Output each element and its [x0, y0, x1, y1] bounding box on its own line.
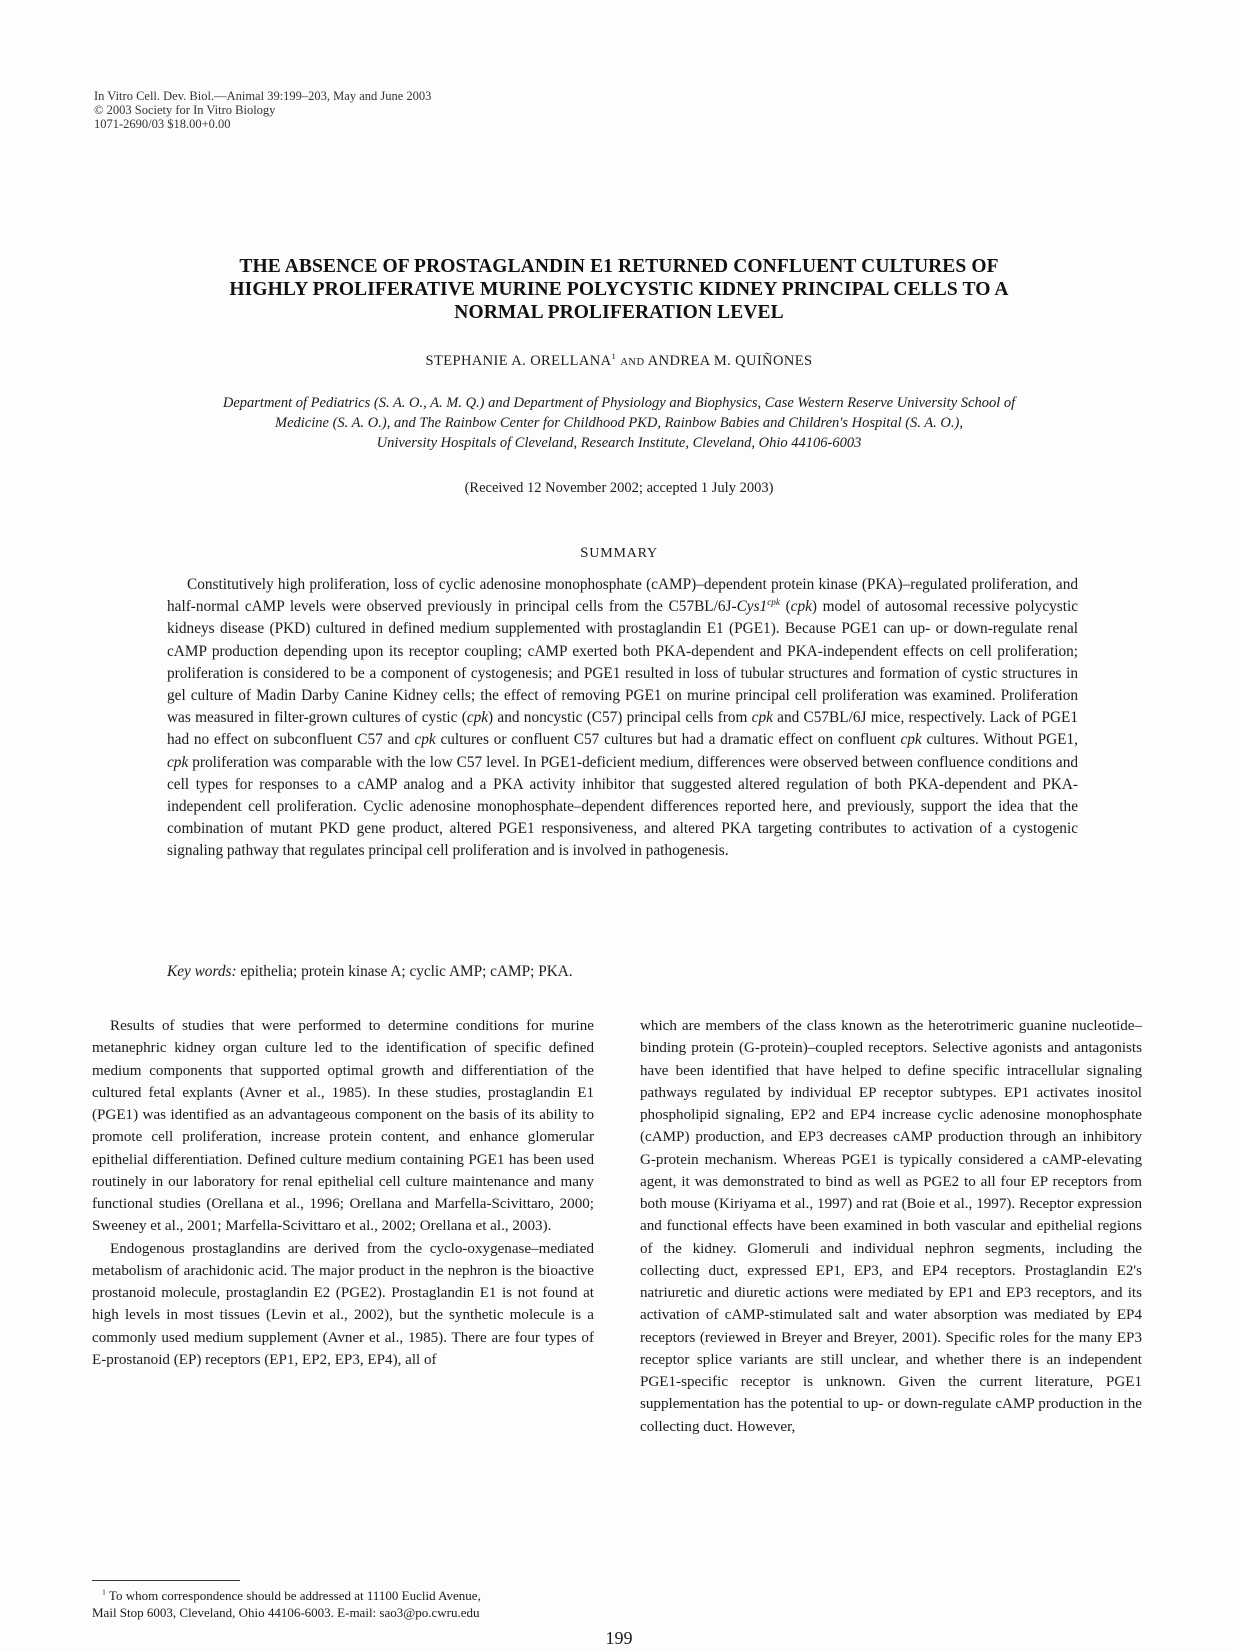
footnote-divider [92, 1580, 240, 1581]
author-1-footnote-mark: 1 [611, 351, 617, 362]
cpk-term: cpk [167, 753, 189, 771]
keywords-text: epithelia; protein kinase A; cyclic AMP; cAMP; PKA. [236, 963, 573, 980]
body-paragraph: Results of studies that were performed to determine conditions for murine metanephric kidney organ culture led to the identification of specific defined medium components that supported optimal growth and differentiation of the cultured fetal explants (Avner et al., 1985). In these studies, prostaglandin E1 (PGE1) was identified as an advantageous component on the basis of its ability to promote cell proliferation, increase protein content, and enhance glomerular epithelial differentiation. Defined culture medium containing PGE1 has been used routinely in our laboratory for renal epithelial cell culture maintenance and many functional studies (Orellana et al., 1996; Orellana and Marfella-Scivittaro, 2000; Sweeney et al., 2001; Marfella-Scivittaro et al., 2002; Orellana et al., 2003). [92, 1018, 594, 1235]
journal-header [94, 89, 614, 131]
cpk-term: cpk [751, 709, 773, 727]
cpk-term: cpk [900, 731, 922, 749]
author-1: STEPHANIE A. ORELLANA [425, 353, 612, 369]
journal-citation: In Vitro Cell. Dev. Biol.—Animal 39:199–203, May and June 2003 [94, 89, 432, 103]
received-dates: (Received 12 November 2002; accepted 1 July 2003) [464, 480, 774, 496]
summary-text: ) and noncystic (C57) principal cells from [488, 709, 752, 727]
footnote-mark: 1 [102, 1587, 106, 1597]
affiliation-line-3: University Hospitals of Cleveland, Research Institute, Cleveland, Ohio 44106-6003 [376, 435, 862, 451]
summary-text: Constitutively high proliferation, loss of cyclic adenosine monophosphate (cAMP)–dependent protein kinase (PKA)–regulated proliferation, and half-normal cAMP levels were observed previously in principal cells from the C57BL/6J- [167, 576, 1078, 616]
correspondence-footnote [92, 1587, 594, 1621]
summary-text: cultures or confluent C57 cultures but had a dramatic effect on confluent [435, 731, 901, 749]
keywords [167, 963, 1078, 981]
summary-text: proliferation was comparable with the low C57 level. In PGE1-deficient medium, differences were observed between confluence conditions and cell types for responses to a cAMP analog and a PKA activity inhibitor that suggested altered regulation of both PKA-dependent and PKA-independent cell proliferation. Cyclic adenosine monophosphate–dependent differences reported here, and previously, support the idea that the combination of mutant PKD gene product, altered PGE1 responsiveness, and altered PKA targeting contributes to activation of a cystogenic signaling pathway that regulates principal cell proliferation and is involved in pathogenesis. [167, 753, 1078, 860]
author-conjunction: AND [620, 357, 645, 368]
summary-heading-initial: S [580, 545, 590, 561]
article-title [150, 255, 1088, 324]
summary-text: ( [779, 598, 791, 616]
keywords-label: Key words: [167, 963, 237, 980]
affiliation-line-2: Medicine (S. A. O.), and The Rainbow Center for Childhood PKD, Rainbow Babies and Children's Hospital (S. A. O.), [275, 415, 963, 431]
body-column-right [640, 1015, 1142, 1438]
body-column-left [92, 1015, 594, 1371]
title-line-2: HIGHLY PROLIFERATIVE MURINE POLYCYSTIC KIDNEY PRINCIPAL CELLS TO A [229, 279, 1009, 300]
summary-text: and C57BL/6J mice, respectively. Lack of PGE1 had no effect on subconfluent C57 and [167, 709, 1078, 749]
summary-abstract [167, 574, 1078, 863]
affiliation-line-1: Department of Pediatrics (S. A. O., A. M. Q.) and Department of Physiology and Biophysics, Case Western Reserve University School of [222, 395, 1016, 411]
summary-paragraph [167, 574, 1078, 863]
body-paragraph: which are members of the class known as the heterotrimeric guanine nucleotide–binding protein (G-protein)–coupled receptors. Selective agonists and antagonists have been identified that have helped to define specific intracellular signaling pathways regulated by individual EP receptor subtypes. EP1 activates inositol phospholipid signaling, EP2 and EP4 increase cyclic adenosine monophosphate (cAMP) production, and EP3 decreases cAMP production through an inhibitory G-protein mechanism. Whereas PGE1 is typically considered a cAMP-elevating agent, it was demonstrated to bind as well as PGE2 to all four EP receptors from both mouse (Kiriyama et al., 1997) and rat (Boie et al., 1997). Receptor expression and functional effects have been examined in both vascular and epithelial regions of the kidney. Glomeruli and individual nephron segments, including the collecting duct, expressed EP1, EP3, and EP4 receptors. Prostaglandin E2's natriuretic and diuretic actions were mediated by EP1 and EP3 receptors, and its activation of cAMP-stimulated salt and water absorption was mediated by EP4 receptors (reviewed in Breyer and Breyer, 2001). Specific roles for the many EP3 receptor splice variants are still unclear, and whether there is an independent PGE1-specific receptor is unknown. Given the current literature, PGE1 supplementation has the potential to up- or down-regulate cAMP production in the collecting duct. However, [640, 1018, 1142, 1435]
allele-superscript: cpk [767, 597, 780, 608]
summary-text: cultures. Without PGE1, [921, 731, 1078, 749]
summary-heading [150, 545, 1088, 562]
body-paragraph: Endogenous prostaglandins are derived from the cyclo-oxygenase–mediated metabolism of arachidonic acid. The major product in the nephron is the bioactive prostanoid molecule, prostaglandin E2 (PGE2). Prostaglandin E1 is not found at high levels in most tissues (Levin et al., 2002), but the synthetic molecule is a commonly used medium supplement (Avner et al., 1985). There are four types of E-prostanoid (EP) receptors (EP1, EP2, EP3, EP4), all of [92, 1240, 594, 1368]
summary-text: ) model of autosomal recessive polycystic kidneys disease (PKD) cultured in defined medium supplemented with prostaglandin E1 (PGE1). Because PGE1 can up- or down-regulate renal cAMP production depending upon its receptor coupling; cAMP exerted both PKA-dependent and PKA-independent effects on cell proliferation; proliferation is considered to be a component of cystogenesis; and PGE1 resulted in loss of tubular structures and formation of cystic structures in gel culture of Madin Darby Canine Kidney cells; the effect of removing PGE1 on murine principal cell proliferation was examined. Proliferation was measured in filter-grown cultures of cystic ( [167, 598, 1079, 727]
cpk-term: cpk [790, 598, 812, 616]
affiliations [150, 393, 1088, 453]
title-line-1: THE ABSENCE OF PROSTAGLANDIN E1 RETURNED CONFLUENT CULTURES OF [239, 256, 999, 277]
title-line-3: NORMAL PROLIFERATION LEVEL [454, 302, 784, 323]
gene-name: Cys1 [736, 598, 768, 616]
copyright-line: © 2003 Society for In Vitro Biology [94, 103, 276, 117]
summary-heading-rest: UMMARY [589, 546, 658, 561]
footnote-line-1: To whom correspondence should be addressed at 11100 Euclid Avenue, [105, 1588, 481, 1603]
cpk-term: cpk [414, 731, 436, 749]
author-list [150, 353, 1088, 370]
author-2: ANDREA M. QUIÑONES [647, 353, 813, 369]
page-number: 199 [605, 1628, 633, 1648]
cpk-term: cpk [466, 709, 489, 727]
issn-price-line: 1071-2690/03 $18.00+0.00 [94, 117, 231, 131]
footnote-line-2: Mail Stop 6003, Cleveland, Ohio 44106-6003. E-mail: sao3@po.cwru.edu [92, 1605, 480, 1620]
